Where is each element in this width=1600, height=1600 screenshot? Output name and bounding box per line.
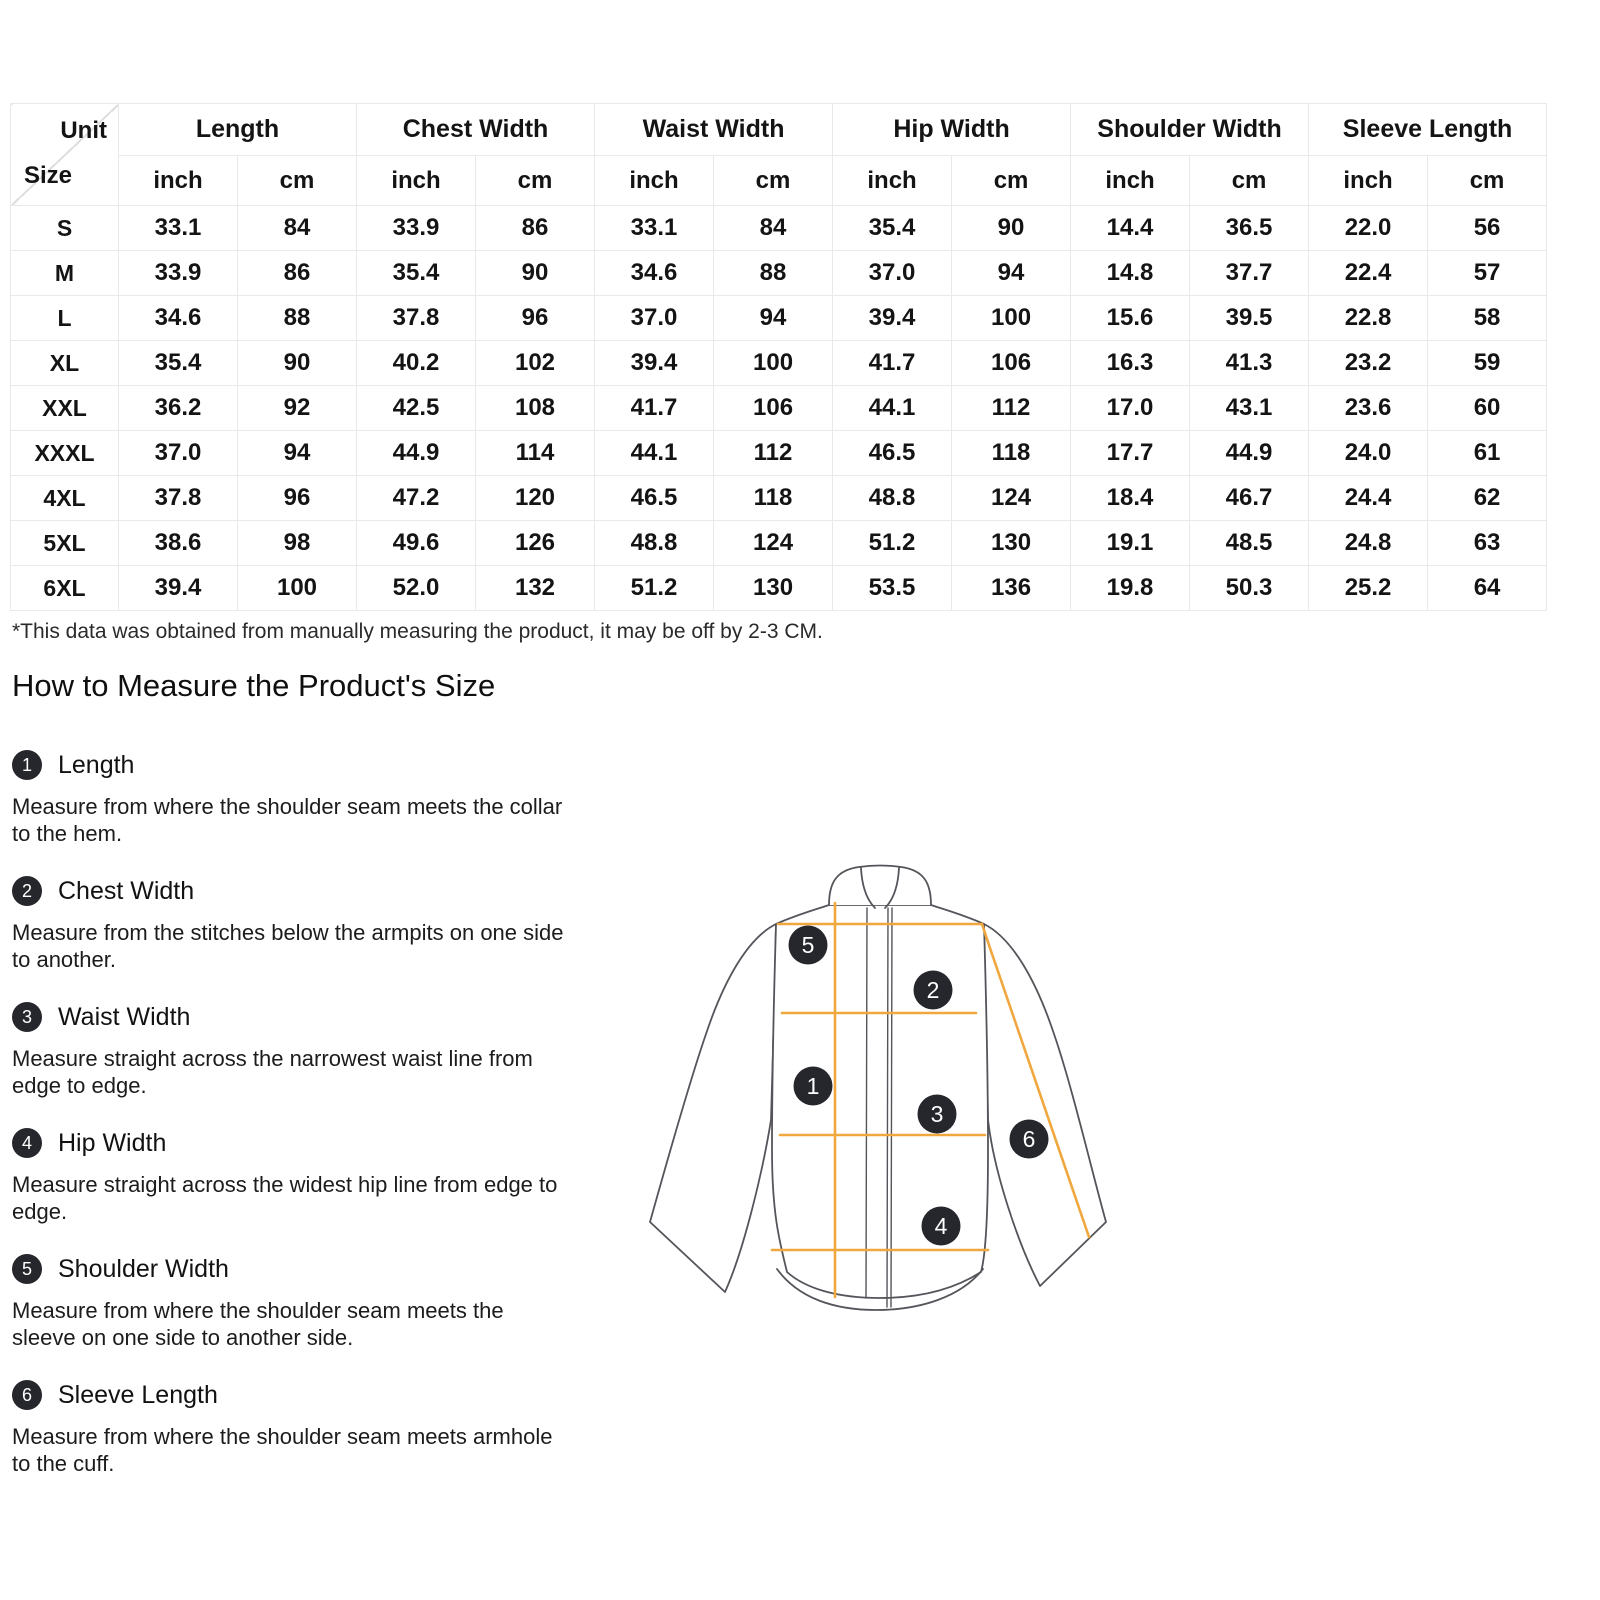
- garment-measurement-diagram: [620, 820, 1140, 1340]
- measurement-value-cell: 33.1: [595, 206, 714, 251]
- diagram-marker-6: [1010, 1120, 1049, 1159]
- collar-outline: [829, 866, 931, 906]
- measure-item-title: Length: [58, 750, 135, 779]
- measure-item-title: Hip Width: [58, 1128, 167, 1157]
- size-row-label: 5XL: [11, 521, 119, 566]
- measurement-value-cell: 124: [952, 476, 1071, 521]
- measure-item-heading: [12, 1380, 565, 1410]
- measurement-value-cell: 62: [1428, 476, 1547, 521]
- measurement-value-cell: 47.2: [357, 476, 476, 521]
- measure-item-description: Measure from where the shoulder seam meets the collar to the hem.: [12, 794, 563, 846]
- measurement-value-cell: 17.7: [1071, 431, 1190, 476]
- measurement-value-cell: 19.8: [1071, 566, 1190, 611]
- measurement-value-cell: 36.2: [119, 386, 238, 431]
- measurement-value-cell: 94: [238, 431, 357, 476]
- step-number-badge: 2: [12, 876, 42, 906]
- measurement-value-cell: 22.8: [1309, 296, 1428, 341]
- column-group-header: Waist Width: [595, 104, 833, 156]
- measurement-value-cell: 118: [714, 476, 833, 521]
- measurement-value-cell: 49.6: [357, 521, 476, 566]
- measurement-value-cell: 53.5: [833, 566, 952, 611]
- svg-text:4: 4: [934, 1213, 948, 1239]
- measurement-value-cell: 39.4: [833, 296, 952, 341]
- placket-line: [891, 908, 892, 1307]
- table-row: [11, 341, 1547, 386]
- unit-header: inch: [357, 156, 476, 206]
- measurement-value-cell: 114: [476, 431, 595, 476]
- corner-unit-label: Unit: [60, 117, 107, 144]
- measure-item: [12, 750, 565, 847]
- measurement-value-cell: 130: [952, 521, 1071, 566]
- measure-item-description: Measure from where the shoulder seam meets the sleeve on one side to another side.: [12, 1298, 504, 1350]
- table-row: [11, 476, 1547, 521]
- section-title: How to Measure the Product's Size: [12, 668, 496, 703]
- measurement-value-cell: 15.6: [1071, 296, 1190, 341]
- unit-header: cm: [714, 156, 833, 206]
- measurement-value-cell: 44.1: [595, 431, 714, 476]
- measurement-value-cell: 39.5: [1190, 296, 1309, 341]
- measurement-value-cell: 22.0: [1309, 206, 1428, 251]
- measurement-value-cell: 63: [1428, 521, 1547, 566]
- table-row: [11, 566, 1547, 611]
- measurement-value-cell: 38.6: [119, 521, 238, 566]
- measurement-value-cell: 51.2: [595, 566, 714, 611]
- measurement-value-cell: 56: [1428, 206, 1547, 251]
- measurement-value-cell: 36.5: [1190, 206, 1309, 251]
- measurement-value-cell: 41.7: [833, 341, 952, 386]
- column-group-header: Hip Width: [833, 104, 1071, 156]
- measurement-value-cell: 14.4: [1071, 206, 1190, 251]
- measurement-value-cell: 51.2: [833, 521, 952, 566]
- measurement-value-cell: 46.5: [833, 431, 952, 476]
- measurement-value-cell: 37.8: [357, 296, 476, 341]
- measurement-value-cell: 84: [238, 206, 357, 251]
- measurement-value-cell: 84: [714, 206, 833, 251]
- measurement-value-cell: 92: [238, 386, 357, 431]
- svg-text:1: 1: [806, 1073, 820, 1099]
- measure-item-description: Measure straight across the narrowest waist line from edge to edge.: [12, 1046, 533, 1098]
- measure-item-description: Measure from the stitches below the armpits on one side to another.: [12, 920, 564, 972]
- size-row-label: S: [11, 206, 119, 251]
- unit-header: cm: [238, 156, 357, 206]
- measure-item-title: Waist Width: [58, 1002, 191, 1031]
- column-group-header: Shoulder Width: [1071, 104, 1309, 156]
- size-row-label: XXXL: [11, 431, 119, 476]
- step-number-badge: 5: [12, 1254, 42, 1284]
- measurement-value-cell: 41.7: [595, 386, 714, 431]
- measurement-value-cell: 100: [714, 341, 833, 386]
- measure-item: [12, 1254, 565, 1351]
- measurement-value-cell: 112: [952, 386, 1071, 431]
- step-number-badge: 3: [12, 1002, 42, 1032]
- measurement-value-cell: 22.4: [1309, 251, 1428, 296]
- size-row-label: M: [11, 251, 119, 296]
- measurement-value-cell: 16.3: [1071, 341, 1190, 386]
- measurement-value-cell: 88: [714, 251, 833, 296]
- measurement-disclaimer: *This data was obtained from manually measuring the product, it may be off by 2-3 CM.: [12, 620, 823, 643]
- measurement-value-cell: 90: [952, 206, 1071, 251]
- measure-item-heading: [12, 876, 565, 906]
- unit-header: inch: [1071, 156, 1190, 206]
- measurement-value-cell: 24.8: [1309, 521, 1428, 566]
- measurement-value-cell: 100: [238, 566, 357, 611]
- measurement-value-cell: 90: [238, 341, 357, 386]
- measurement-value-cell: 33.9: [357, 206, 476, 251]
- measurement-value-cell: 132: [476, 566, 595, 611]
- unit-header: cm: [476, 156, 595, 206]
- measurement-value-cell: 17.0: [1071, 386, 1190, 431]
- measurement-value-cell: 64: [1428, 566, 1547, 611]
- svg-text:5: 5: [801, 932, 815, 958]
- unit-size-corner-cell: [11, 104, 119, 206]
- measure-item: [12, 1380, 565, 1477]
- table-row: [11, 386, 1547, 431]
- measurement-value-cell: 37.0: [595, 296, 714, 341]
- measurement-value-cell: 86: [238, 251, 357, 296]
- measurement-value-cell: 136: [952, 566, 1071, 611]
- unit-header: cm: [1190, 156, 1309, 206]
- measure-item-title: Chest Width: [58, 876, 195, 905]
- unit-header: inch: [833, 156, 952, 206]
- measurement-value-cell: 42.5: [357, 386, 476, 431]
- svg-text:6: 6: [1022, 1126, 1036, 1152]
- step-number-badge: 4: [12, 1128, 42, 1158]
- column-group-header: Length: [119, 104, 357, 156]
- unit-header: inch: [1309, 156, 1428, 206]
- measure-item-title: Sleeve Length: [58, 1380, 218, 1409]
- step-number-badge: 6: [12, 1380, 42, 1410]
- measurement-value-cell: 33.1: [119, 206, 238, 251]
- measurement-value-cell: 59: [1428, 341, 1547, 386]
- size-row-label: XL: [11, 341, 119, 386]
- svg-text:3: 3: [930, 1101, 944, 1127]
- measurement-value-cell: 108: [476, 386, 595, 431]
- size-row-label: 6XL: [11, 566, 119, 611]
- measurement-value-cell: 35.4: [119, 341, 238, 386]
- measure-item: [12, 1002, 565, 1099]
- unit-header: inch: [595, 156, 714, 206]
- measurement-value-cell: 96: [476, 296, 595, 341]
- measurement-value-cell: 48.8: [833, 476, 952, 521]
- measurement-value-cell: 120: [476, 476, 595, 521]
- measurement-value-cell: 37.0: [119, 431, 238, 476]
- measurement-value-cell: 96: [238, 476, 357, 521]
- measurement-value-cell: 37.0: [833, 251, 952, 296]
- size-row-label: XXL: [11, 386, 119, 431]
- measurement-value-cell: 48.8: [595, 521, 714, 566]
- column-group-header: Sleeve Length: [1309, 104, 1547, 156]
- measurement-value-cell: 100: [952, 296, 1071, 341]
- diagram-marker-3: [918, 1095, 957, 1134]
- table-row: [11, 431, 1547, 476]
- step-number-badge: 1: [12, 750, 42, 780]
- measurement-value-cell: 23.6: [1309, 386, 1428, 431]
- measurement-value-cell: 34.6: [595, 251, 714, 296]
- placket-line: [887, 908, 888, 1307]
- measurement-value-cell: 94: [714, 296, 833, 341]
- measure-item: [12, 876, 565, 973]
- measurement-value-cell: 35.4: [833, 206, 952, 251]
- measurement-value-cell: 48.5: [1190, 521, 1309, 566]
- diagram-marker-4: [922, 1207, 961, 1246]
- table-row: [11, 251, 1547, 296]
- svg-text:2: 2: [926, 977, 940, 1003]
- measurement-value-cell: 18.4: [1071, 476, 1190, 521]
- measurement-value-cell: 102: [476, 341, 595, 386]
- measurement-value-cell: 58: [1428, 296, 1547, 341]
- measurement-value-cell: 44.9: [357, 431, 476, 476]
- measurement-value-cell: 61: [1428, 431, 1547, 476]
- measurement-value-cell: 19.1: [1071, 521, 1190, 566]
- measurement-value-cell: 112: [714, 431, 833, 476]
- measurement-value-cell: 86: [476, 206, 595, 251]
- measurement-value-cell: 34.6: [119, 296, 238, 341]
- measure-item-description: Measure straight across the widest hip line from edge to edge.: [12, 1172, 558, 1224]
- measurement-value-cell: 98: [238, 521, 357, 566]
- measurement-value-cell: 39.4: [119, 566, 238, 611]
- measure-item-heading: [12, 750, 565, 780]
- measurement-value-cell: 33.9: [119, 251, 238, 296]
- measurement-value-cell: 88: [238, 296, 357, 341]
- measurement-value-cell: 52.0: [357, 566, 476, 611]
- measure-item-description: Measure from where the shoulder seam meets armhole to the cuff.: [12, 1424, 553, 1476]
- size-chart-table: [10, 103, 1547, 611]
- left-sleeve-outline: [650, 924, 776, 1292]
- measure-item-heading: [12, 1128, 565, 1158]
- diagram-marker-1: [794, 1067, 833, 1106]
- measurement-value-cell: 23.2: [1309, 341, 1428, 386]
- measurement-value-cell: 43.1: [1190, 386, 1309, 431]
- size-row-label: 4XL: [11, 476, 119, 521]
- size-row-label: L: [11, 296, 119, 341]
- measurement-value-cell: 130: [714, 566, 833, 611]
- measurement-value-cell: 14.8: [1071, 251, 1190, 296]
- diagram-marker-2: [914, 971, 953, 1010]
- measurement-value-cell: 126: [476, 521, 595, 566]
- measurement-value-cell: 37.8: [119, 476, 238, 521]
- unit-header: cm: [1428, 156, 1547, 206]
- measure-item-heading: [12, 1002, 565, 1032]
- measurement-value-cell: 94: [952, 251, 1071, 296]
- measurement-value-cell: 50.3: [1190, 566, 1309, 611]
- measurement-value-cell: 25.2: [1309, 566, 1428, 611]
- column-group-header: Chest Width: [357, 104, 595, 156]
- measurement-value-cell: 44.1: [833, 386, 952, 431]
- measurement-value-cell: 35.4: [357, 251, 476, 296]
- measurement-value-cell: 39.4: [595, 341, 714, 386]
- table-row: [11, 521, 1547, 566]
- unit-header: cm: [952, 156, 1071, 206]
- measurement-value-cell: 40.2: [357, 341, 476, 386]
- measurement-value-cell: 44.9: [1190, 431, 1309, 476]
- measure-item-title: Shoulder Width: [58, 1254, 229, 1283]
- measure-instructions-list: [12, 750, 565, 1506]
- table-row: [11, 206, 1547, 251]
- measurement-value-cell: 41.3: [1190, 341, 1309, 386]
- measurement-value-cell: 37.7: [1190, 251, 1309, 296]
- measurement-value-cell: 46.5: [595, 476, 714, 521]
- table-row: [11, 296, 1547, 341]
- measurement-value-cell: 90: [476, 251, 595, 296]
- measurement-value-cell: 106: [952, 341, 1071, 386]
- placket-line: [866, 908, 867, 1298]
- measurement-value-cell: 106: [714, 386, 833, 431]
- diagram-marker-5: [789, 926, 828, 965]
- measurement-value-cell: 46.7: [1190, 476, 1309, 521]
- measurement-value-cell: 118: [952, 431, 1071, 476]
- measurement-value-cell: 57: [1428, 251, 1547, 296]
- corner-size-label: Size: [24, 162, 73, 189]
- measurement-value-cell: 24.4: [1309, 476, 1428, 521]
- measurement-value-cell: 24.0: [1309, 431, 1428, 476]
- unit-header: inch: [119, 156, 238, 206]
- measure-item: [12, 1128, 565, 1225]
- measurement-value-cell: 60: [1428, 386, 1547, 431]
- measurement-value-cell: 124: [714, 521, 833, 566]
- measure-item-heading: [12, 1254, 565, 1284]
